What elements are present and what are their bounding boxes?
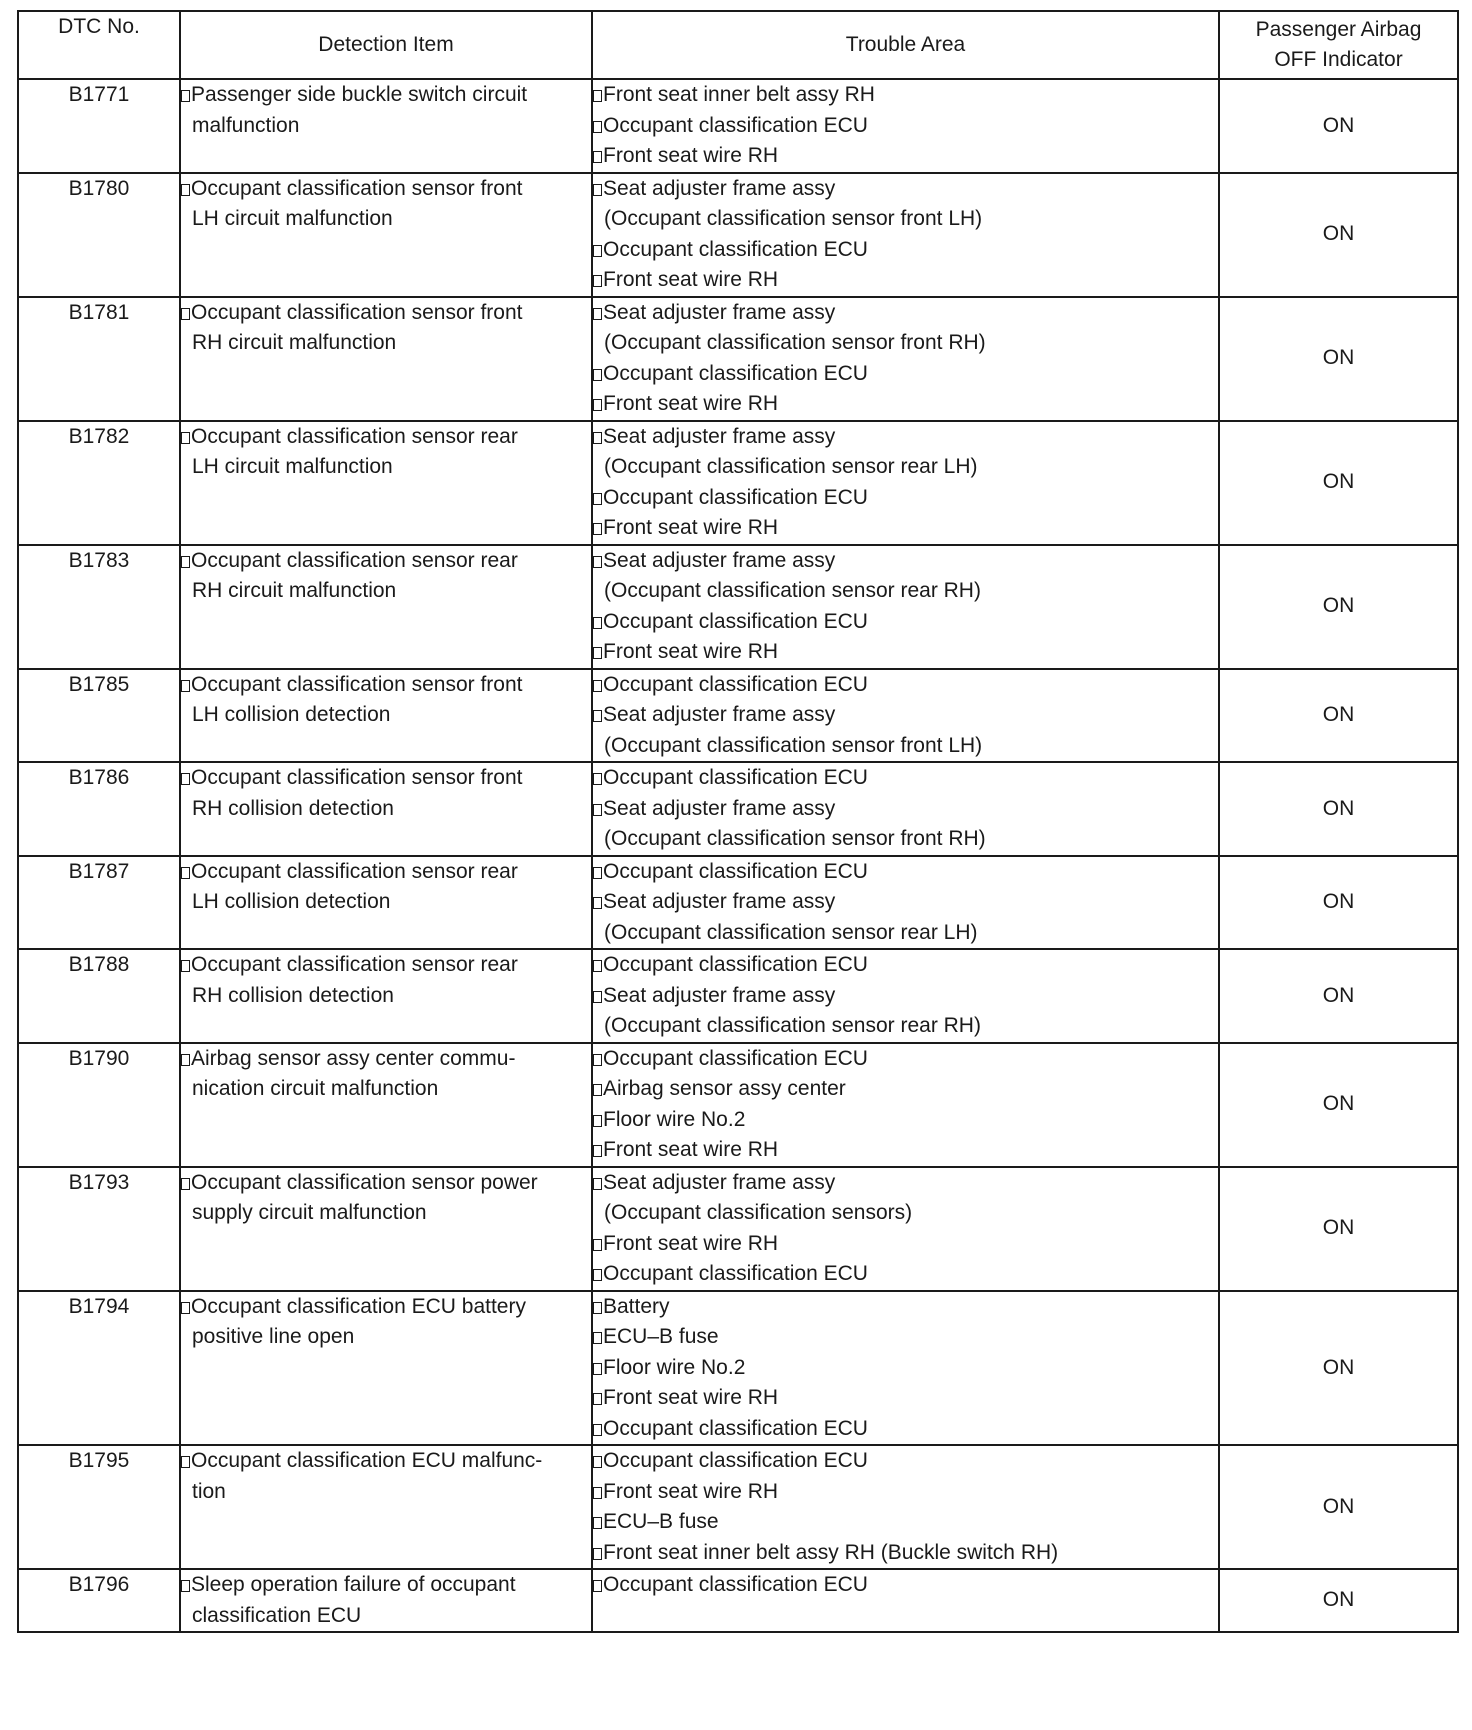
checkbox-bullet-icon <box>593 897 602 909</box>
detection-item-text: malfunction <box>192 113 300 137</box>
dtc-code: B1780 <box>18 173 180 297</box>
trouble-area <box>592 1445 1219 1569</box>
checkbox-bullet-icon <box>593 1145 602 1157</box>
table-row <box>18 1167 1458 1291</box>
checkbox-bullet-icon <box>593 1269 602 1281</box>
trouble-area-line <box>593 1322 1218 1353</box>
header-dtc-no: DTC No. <box>18 11 180 79</box>
detection-item-line <box>181 1322 591 1353</box>
trouble-area-text: (Occupant classification sensor front RH) <box>604 331 986 354</box>
trouble-area-line <box>593 359 1218 390</box>
trouble-area-text: Front seat wire RH <box>603 144 779 167</box>
detection-item-line <box>181 981 591 1012</box>
detection-item <box>180 79 592 173</box>
trouble-area <box>592 762 1219 856</box>
checkbox-bullet-icon <box>593 308 602 320</box>
airbag-indicator-status: ON <box>1219 1291 1458 1446</box>
trouble-area-text: (Occupant classification sensors) <box>604 1201 913 1224</box>
trouble-area-text: Occupant classification ECU <box>603 361 868 385</box>
detection-item <box>180 1291 592 1446</box>
detection-item <box>180 1569 592 1632</box>
detection-item-line <box>181 887 591 918</box>
trouble-area-line <box>593 1135 1218 1166</box>
checkbox-bullet-icon <box>593 1456 602 1468</box>
trouble-area-line <box>593 1168 1218 1199</box>
checkbox-bullet-icon <box>181 184 190 196</box>
checkbox-bullet-icon <box>181 90 190 102</box>
trouble-area-text: Front seat inner belt assy RH (Buckle switch RH) <box>603 1540 1059 1564</box>
checkbox-bullet-icon <box>181 308 190 320</box>
dtc-code: B1782 <box>18 421 180 545</box>
trouble-area-text: Airbag sensor assy center <box>603 1077 846 1100</box>
trouble-area-line <box>593 1044 1218 1075</box>
detection-item <box>180 1445 592 1569</box>
trouble-area-line <box>593 1198 1218 1229</box>
checkbox-bullet-icon <box>593 617 602 629</box>
trouble-area-line <box>593 1011 1218 1042</box>
checkbox-bullet-icon <box>593 121 602 133</box>
trouble-area-text: Occupant classification ECU <box>603 485 868 509</box>
dtc-code: B1788 <box>18 949 180 1043</box>
trouble-area-line <box>593 328 1218 359</box>
trouble-area-line <box>593 174 1218 205</box>
checkbox-bullet-icon <box>593 556 602 568</box>
trouble-area-text: Battery <box>603 1294 670 1318</box>
detection-item-text: Passenger side buckle switch circuit <box>191 83 528 106</box>
trouble-area-line <box>593 637 1218 668</box>
table-row <box>18 669 1458 763</box>
trouble-area-line <box>593 389 1218 420</box>
checkbox-bullet-icon <box>593 369 602 381</box>
dtc-code: B1786 <box>18 762 180 856</box>
trouble-area-line <box>593 731 1218 762</box>
trouble-area <box>592 1167 1219 1291</box>
trouble-area-text: Seat adjuster frame assy <box>603 890 836 913</box>
trouble-area-text: Floor wire No.2 <box>603 1107 746 1131</box>
detection-item-line <box>181 452 591 483</box>
trouble-area-line <box>593 546 1218 577</box>
checkbox-bullet-icon <box>593 275 602 287</box>
detection-item-line <box>181 950 591 981</box>
table-row <box>18 1291 1458 1446</box>
checkbox-bullet-icon <box>593 1302 602 1314</box>
trouble-area <box>592 1043 1219 1167</box>
detection-item-line <box>181 174 591 205</box>
checkbox-bullet-icon <box>593 151 602 163</box>
airbag-indicator-status: ON <box>1219 949 1458 1043</box>
trouble-area-line <box>593 111 1218 142</box>
airbag-indicator-status: ON <box>1219 421 1458 545</box>
trouble-area-text: Seat adjuster frame assy <box>603 424 836 448</box>
header-airbag-indicator <box>1219 11 1458 79</box>
trouble-area-line <box>593 80 1218 111</box>
trouble-area-text: Seat adjuster frame assy <box>603 176 836 200</box>
table-body <box>18 79 1458 1632</box>
checkbox-bullet-icon <box>181 867 190 879</box>
checkbox-bullet-icon <box>593 710 602 722</box>
checkbox-bullet-icon <box>593 1487 602 1499</box>
checkbox-bullet-icon <box>593 1054 602 1066</box>
trouble-area <box>592 856 1219 950</box>
table-row <box>18 297 1458 421</box>
trouble-area-line <box>593 607 1218 638</box>
trouble-area-text: Seat adjuster frame assy <box>603 300 836 324</box>
trouble-area-line <box>593 794 1218 825</box>
checkbox-bullet-icon <box>593 1084 602 1096</box>
dtc-code: B1787 <box>18 856 180 950</box>
trouble-area-line <box>593 887 1218 918</box>
airbag-indicator-status: ON <box>1219 173 1458 297</box>
checkbox-bullet-icon <box>593 184 602 196</box>
trouble-area-text: Front seat wire RH <box>603 1138 779 1161</box>
dtc-code: B1790 <box>18 1043 180 1167</box>
checkbox-bullet-icon <box>593 399 602 411</box>
checkbox-bullet-icon <box>181 1580 190 1592</box>
detection-item <box>180 856 592 950</box>
trouble-area-text: Occupant classification ECU <box>603 1449 868 1472</box>
airbag-indicator-status: ON <box>1219 669 1458 763</box>
checkbox-bullet-icon <box>593 991 602 1003</box>
trouble-area-text: Front seat wire RH <box>603 268 779 291</box>
trouble-area-text: Occupant classification ECU <box>603 1416 868 1440</box>
airbag-indicator-status: ON <box>1219 1445 1458 1569</box>
airbag-indicator-status: ON <box>1219 762 1458 856</box>
checkbox-bullet-icon <box>593 245 602 257</box>
trouble-area-text: (Occupant classification sensor rear RH) <box>604 579 981 602</box>
checkbox-bullet-icon <box>593 1239 602 1251</box>
header-indicator-line1: Passenger Airbag <box>1255 18 1422 41</box>
trouble-area-text: (Occupant classification sensor rear RH) <box>604 1014 981 1037</box>
detection-item-line <box>181 204 591 235</box>
trouble-area <box>592 949 1219 1043</box>
trouble-area-text: Occupant classification ECU <box>603 766 868 789</box>
detection-item-text: RH collision detection <box>192 796 394 820</box>
dtc-code: B1794 <box>18 1291 180 1446</box>
trouble-area-line <box>593 981 1218 1012</box>
detection-item <box>180 173 592 297</box>
trouble-area-text: Seat adjuster frame assy <box>603 548 836 572</box>
trouble-area-text: Occupant classification ECU <box>603 237 868 261</box>
checkbox-bullet-icon <box>593 493 602 505</box>
trouble-area-line <box>593 670 1218 701</box>
trouble-area-text: Front seat wire RH <box>603 1231 779 1255</box>
checkbox-bullet-icon <box>181 773 190 785</box>
trouble-area-line <box>593 1292 1218 1323</box>
trouble-area-line <box>593 824 1218 855</box>
checkbox-bullet-icon <box>181 1054 190 1066</box>
trouble-area-line <box>593 1259 1218 1290</box>
trouble-area <box>592 669 1219 763</box>
checkbox-bullet-icon <box>593 1580 602 1592</box>
detection-item-text: nication circuit malfunction <box>192 1077 439 1100</box>
checkbox-bullet-icon <box>181 1456 190 1468</box>
detection-item-text: LH collision detection <box>192 703 391 726</box>
airbag-indicator-status: ON <box>1219 1043 1458 1167</box>
trouble-area-line <box>593 1446 1218 1477</box>
detection-item-line <box>181 1074 591 1105</box>
trouble-area-line <box>593 265 1218 296</box>
detection-item <box>180 762 592 856</box>
detection-item-line <box>181 1570 591 1601</box>
detection-item-line <box>181 1446 591 1477</box>
detection-item-text: Airbag sensor assy center commu- <box>191 1046 516 1070</box>
trouble-area-line <box>593 700 1218 731</box>
checkbox-bullet-icon <box>593 1393 602 1405</box>
trouble-area-text: Front seat inner belt assy RH <box>603 83 875 106</box>
detection-item-line <box>181 857 591 888</box>
detection-item-line <box>181 1477 591 1508</box>
table-row <box>18 1043 1458 1167</box>
detection-item-line <box>181 422 591 453</box>
trouble-area-line <box>593 235 1218 266</box>
detection-item-line <box>181 80 591 111</box>
trouble-area-text: Seat adjuster frame assy <box>603 796 836 820</box>
trouble-area-text: Floor wire No.2 <box>603 1355 746 1379</box>
trouble-area <box>592 1291 1219 1446</box>
detection-item-text: positive line open <box>192 1325 355 1348</box>
detection-item-line <box>181 1198 591 1229</box>
trouble-area-text: Occupant classification ECU <box>603 609 868 633</box>
trouble-area <box>592 421 1219 545</box>
checkbox-bullet-icon <box>181 960 190 972</box>
trouble-area-text: Front seat wire RH <box>603 640 779 663</box>
trouble-area <box>592 545 1219 669</box>
detection-item-text: Occupant classification sensor front <box>191 300 523 324</box>
detection-item-text: Occupant classification ECU battery <box>191 1294 526 1318</box>
detection-item-text: Occupant classification sensor rear <box>191 548 518 572</box>
trouble-area-line <box>593 1570 1218 1601</box>
checkbox-bullet-icon <box>593 804 602 816</box>
header-trouble-area: Trouble Area <box>592 11 1219 79</box>
detection-item <box>180 545 592 669</box>
table-row <box>18 1569 1458 1632</box>
detection-item-text: Occupant classification sensor rear <box>191 859 518 883</box>
detection-item <box>180 669 592 763</box>
detection-item-line <box>181 1044 591 1075</box>
detection-item-text: Occupant classification sensor rear <box>191 424 518 448</box>
trouble-area-line <box>593 298 1218 329</box>
dtc-code: B1796 <box>18 1569 180 1632</box>
detection-item-text: LH collision detection <box>192 890 391 913</box>
table-row <box>18 79 1458 173</box>
detection-item-line <box>181 1292 591 1323</box>
trouble-area-line <box>593 1538 1218 1569</box>
checkbox-bullet-icon <box>593 1548 602 1560</box>
trouble-area-line <box>593 857 1218 888</box>
trouble-area-line <box>593 950 1218 981</box>
detection-item-text: Occupant classification sensor front <box>191 672 523 696</box>
detection-item-text: Sleep operation failure of occupant <box>191 1573 516 1596</box>
dtc-table <box>17 10 1459 1633</box>
detection-item-text: Occupant classification sensor power <box>191 1170 538 1194</box>
trouble-area-line <box>593 1353 1218 1384</box>
table-row <box>18 762 1458 856</box>
trouble-area-line <box>593 141 1218 172</box>
detection-item-text: tion <box>192 1479 226 1503</box>
trouble-area-text: Occupant classification ECU <box>603 1262 868 1285</box>
detection-item-line <box>181 1601 591 1632</box>
detection-item <box>180 1043 592 1167</box>
detection-item-text: RH circuit malfunction <box>192 331 397 354</box>
checkbox-bullet-icon <box>593 432 602 444</box>
trouble-area-text: Seat adjuster frame assy <box>603 1170 836 1194</box>
detection-item-text: LH circuit malfunction <box>192 207 393 230</box>
checkbox-bullet-icon <box>181 556 190 568</box>
trouble-area-line <box>593 918 1218 949</box>
checkbox-bullet-icon <box>181 1302 190 1314</box>
airbag-indicator-status: ON <box>1219 1569 1458 1632</box>
trouble-area-text: Occupant classification ECU <box>603 113 868 137</box>
detection-item-line <box>181 763 591 794</box>
table-row <box>18 545 1458 669</box>
trouble-area-line <box>593 483 1218 514</box>
trouble-area <box>592 1569 1219 1632</box>
checkbox-bullet-icon <box>181 1178 190 1190</box>
checkbox-bullet-icon <box>593 1363 602 1375</box>
detection-item-text: RH collision detection <box>192 983 394 1007</box>
dtc-code: B1785 <box>18 669 180 763</box>
detection-item <box>180 1167 592 1291</box>
detection-item-text: RH circuit malfunction <box>192 579 397 602</box>
trouble-area-text: (Occupant classification sensor front LH) <box>604 207 983 230</box>
trouble-area-line <box>593 1414 1218 1445</box>
checkbox-bullet-icon <box>181 432 190 444</box>
trouble-area <box>592 79 1219 173</box>
trouble-area-line <box>593 204 1218 235</box>
trouble-area-text: Seat adjuster frame assy <box>603 703 836 726</box>
detection-item-line <box>181 1168 591 1199</box>
dtc-code: B1793 <box>18 1167 180 1291</box>
header-indicator-line2: OFF Indicator <box>1274 48 1403 71</box>
dtc-code: B1781 <box>18 297 180 421</box>
detection-item-line <box>181 111 591 142</box>
trouble-area-line <box>593 576 1218 607</box>
detection-item-text: LH circuit malfunction <box>192 455 393 478</box>
table-row <box>18 421 1458 545</box>
trouble-area-line <box>593 763 1218 794</box>
airbag-indicator-status: ON <box>1219 856 1458 950</box>
detection-item-line <box>181 700 591 731</box>
checkbox-bullet-icon <box>593 1332 602 1344</box>
trouble-area-text: Occupant classification ECU <box>603 1046 868 1070</box>
trouble-area-text: ECU–B fuse <box>603 1325 719 1348</box>
trouble-area-text: Front seat wire RH <box>603 392 779 415</box>
detection-item <box>180 297 592 421</box>
checkbox-bullet-icon <box>593 773 602 785</box>
dtc-code: B1771 <box>18 79 180 173</box>
trouble-area-text: Front seat wire RH <box>603 516 779 539</box>
detection-item-line <box>181 794 591 825</box>
trouble-area-line <box>593 1507 1218 1538</box>
trouble-area-line <box>593 513 1218 544</box>
detection-item-line <box>181 298 591 329</box>
table-row <box>18 173 1458 297</box>
checkbox-bullet-icon <box>593 90 602 102</box>
checkbox-bullet-icon <box>593 680 602 692</box>
trouble-area <box>592 297 1219 421</box>
checkbox-bullet-icon <box>593 1178 602 1190</box>
checkbox-bullet-icon <box>593 1115 602 1127</box>
header-detection-item: Detection Item <box>180 11 592 79</box>
checkbox-bullet-icon <box>593 1517 602 1529</box>
dtc-code: B1795 <box>18 1445 180 1569</box>
trouble-area-line <box>593 1074 1218 1105</box>
detection-item-text: Occupant classification sensor front <box>191 176 523 200</box>
airbag-indicator-status: ON <box>1219 545 1458 669</box>
dtc-code: B1783 <box>18 545 180 669</box>
checkbox-bullet-icon <box>593 867 602 879</box>
trouble-area-line <box>593 422 1218 453</box>
trouble-area-text: (Occupant classification sensor front LH) <box>604 733 983 757</box>
table-row <box>18 1445 1458 1569</box>
airbag-indicator-status: ON <box>1219 79 1458 173</box>
table-row <box>18 856 1458 950</box>
trouble-area-line <box>593 452 1218 483</box>
detection-item-text: Occupant classification sensor rear <box>191 953 518 976</box>
detection-item-text: Occupant classification ECU malfunc- <box>191 1449 543 1472</box>
trouble-area-text: Occupant classification ECU <box>603 1573 868 1596</box>
trouble-area <box>592 173 1219 297</box>
checkbox-bullet-icon <box>593 960 602 972</box>
detection-item-text: supply circuit malfunction <box>192 1201 427 1224</box>
trouble-area-text: Front seat wire RH <box>603 1386 779 1409</box>
trouble-area-text: (Occupant classification sensor rear LH) <box>604 920 978 944</box>
header-row <box>18 11 1458 79</box>
trouble-area-line <box>593 1229 1218 1260</box>
detection-item-line <box>181 576 591 607</box>
trouble-area-text: ECU–B fuse <box>603 1510 719 1533</box>
trouble-area-text: Front seat wire RH <box>603 1479 779 1503</box>
detection-item <box>180 421 592 545</box>
checkbox-bullet-icon <box>181 680 190 692</box>
trouble-area-text: (Occupant classification sensor rear LH) <box>604 455 978 478</box>
detection-item-text: Occupant classification sensor front <box>191 766 523 789</box>
trouble-area-text: (Occupant classification sensor front RH) <box>604 827 986 850</box>
airbag-indicator-status: ON <box>1219 297 1458 421</box>
table-row <box>18 949 1458 1043</box>
trouble-area-line <box>593 1105 1218 1136</box>
checkbox-bullet-icon <box>593 1424 602 1436</box>
detection-item-line <box>181 546 591 577</box>
detection-item <box>180 949 592 1043</box>
detection-item-text: classification ECU <box>192 1603 362 1627</box>
trouble-area-text: Occupant classification ECU <box>603 859 868 883</box>
checkbox-bullet-icon <box>593 523 602 535</box>
airbag-indicator-status: ON <box>1219 1167 1458 1291</box>
trouble-area-line <box>593 1383 1218 1414</box>
checkbox-bullet-icon <box>593 647 602 659</box>
trouble-area-line <box>593 1477 1218 1508</box>
detection-item-line <box>181 670 591 701</box>
trouble-area-text: Occupant classification ECU <box>603 953 868 976</box>
trouble-area-text: Occupant classification ECU <box>603 672 868 696</box>
trouble-area-text: Seat adjuster frame assy <box>603 983 836 1007</box>
detection-item-line <box>181 328 591 359</box>
